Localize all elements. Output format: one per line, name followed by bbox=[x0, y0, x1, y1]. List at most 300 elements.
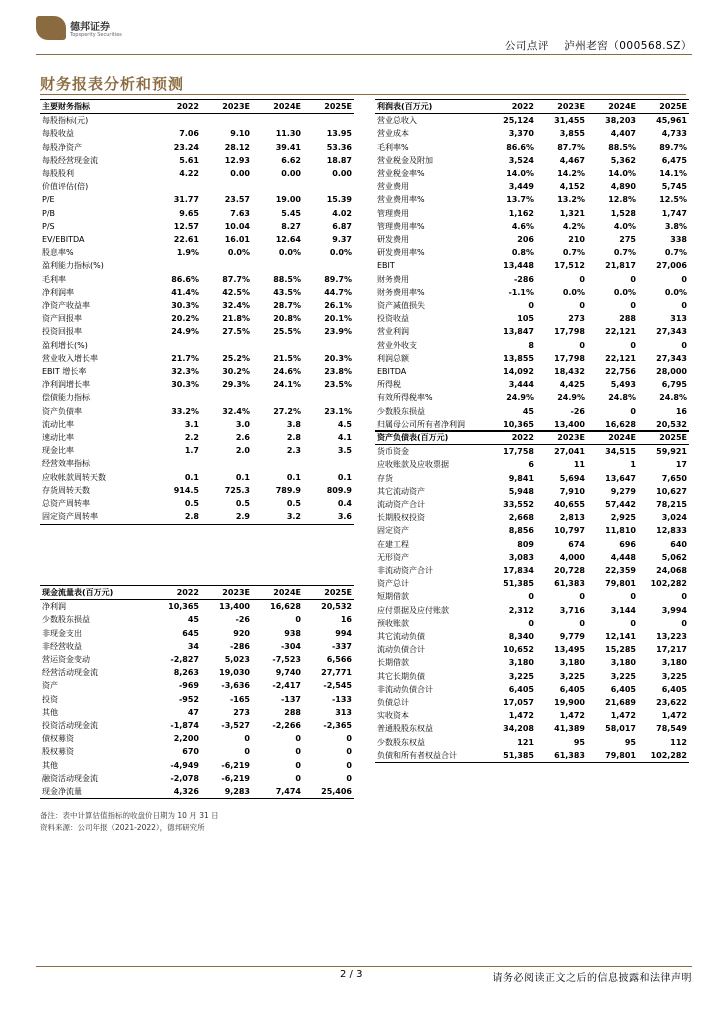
cell-value: 14,092 bbox=[503, 367, 534, 377]
table-row bbox=[40, 719, 354, 732]
cell-value: 16 bbox=[340, 615, 352, 625]
row-label: 应收帐款周转天数 bbox=[42, 472, 106, 482]
cell-value: -2,827 bbox=[170, 655, 199, 665]
row-label: 固定资产 bbox=[377, 526, 409, 536]
page-header bbox=[36, 14, 692, 54]
cell-value: 51,385 bbox=[503, 579, 534, 589]
row-label: 资产减值损失 bbox=[377, 301, 425, 311]
cell-value: 4,448 bbox=[610, 552, 636, 562]
column-header: 2022 bbox=[485, 100, 536, 114]
cell-value: 20,728 bbox=[554, 566, 585, 576]
cell-value: 0 bbox=[579, 340, 585, 350]
cell-value: 0.5 bbox=[235, 499, 250, 509]
cell-value: 13,847 bbox=[503, 327, 534, 337]
table-row bbox=[375, 445, 689, 459]
table-row bbox=[375, 233, 689, 246]
cell-value: 17 bbox=[675, 460, 687, 470]
cell-value: 0 bbox=[295, 747, 301, 757]
cell-value: 0.5 bbox=[184, 499, 199, 509]
cell-value: 24.9% bbox=[506, 393, 534, 403]
cell-value: 13.2% bbox=[557, 195, 585, 205]
cell-value: 16.01 bbox=[224, 235, 250, 245]
note-valuation-date: 备注：表中计算估值指标的收盘价日期为 10 月 31 日 bbox=[40, 811, 219, 820]
row-label: 少数股东损益 bbox=[42, 615, 90, 625]
cell-value: -4,949 bbox=[170, 760, 199, 770]
cell-value: 674 bbox=[568, 539, 585, 549]
cell-value: 33.2% bbox=[171, 406, 199, 416]
cell-value: 23.57 bbox=[224, 195, 250, 205]
cell-value: 17,798 bbox=[554, 353, 585, 363]
column-header: 2025E bbox=[638, 431, 689, 445]
cell-value: 23.9% bbox=[324, 327, 352, 337]
table-row bbox=[40, 679, 354, 692]
cell-value: 20,532 bbox=[638, 418, 689, 432]
cell-value: 13.95 bbox=[326, 129, 352, 139]
table-row bbox=[40, 325, 354, 338]
cell-value: 31.77 bbox=[173, 195, 199, 205]
row-label: 少数股东损益 bbox=[377, 406, 425, 416]
table-row bbox=[375, 273, 689, 286]
table-row bbox=[40, 418, 354, 431]
cell-value: 0.8% bbox=[511, 248, 534, 258]
cell-value: 3.5 bbox=[337, 446, 352, 456]
cell-value bbox=[150, 259, 201, 272]
cell-value: 6,405 bbox=[559, 684, 585, 694]
table-row bbox=[40, 141, 354, 154]
cell-value: 3,083 bbox=[508, 552, 534, 562]
table-row bbox=[375, 670, 689, 683]
cell-value: 29.3% bbox=[222, 380, 250, 390]
cell-value: -304 bbox=[280, 641, 301, 651]
row-label: 资产 bbox=[42, 681, 58, 691]
row-label: 债权募资 bbox=[42, 734, 74, 744]
cell-value: 6,405 bbox=[610, 684, 636, 694]
cell-value: -6,219 bbox=[221, 773, 250, 783]
table-row bbox=[40, 246, 354, 259]
table-title: 现金流量表(百万元) bbox=[40, 586, 150, 600]
footer-divider bbox=[36, 966, 692, 967]
cell-value: 0 bbox=[295, 760, 301, 770]
cell-value: 27,041 bbox=[554, 447, 585, 457]
cell-value: 79,801 bbox=[605, 579, 636, 589]
cell-value: 14.0% bbox=[608, 169, 636, 179]
cell-value: -2,545 bbox=[323, 681, 352, 691]
table-row bbox=[40, 127, 354, 140]
cell-value: 78,549 bbox=[656, 724, 687, 734]
table-row bbox=[40, 259, 354, 272]
row-label: 总资产周转率 bbox=[42, 499, 90, 509]
cell-value: 0 bbox=[630, 618, 636, 628]
cell-value: 1,321 bbox=[559, 208, 585, 218]
cell-value bbox=[303, 180, 354, 193]
cell-value: 0 bbox=[346, 734, 352, 744]
cell-value bbox=[303, 259, 354, 272]
cell-value: 3,225 bbox=[508, 671, 534, 681]
table-row bbox=[40, 457, 354, 470]
table-row bbox=[375, 259, 689, 272]
cell-value: 17,758 bbox=[503, 447, 534, 457]
cell-value: 0 bbox=[681, 592, 687, 602]
cell-value: 2.6 bbox=[235, 433, 250, 443]
cell-value: 0 bbox=[244, 747, 250, 757]
row-label: 长期股权投资 bbox=[377, 513, 425, 523]
cell-value: 6,795 bbox=[661, 380, 687, 390]
row-label: 研发费用率% bbox=[377, 248, 425, 258]
cell-value: 47 bbox=[187, 707, 199, 717]
table-row bbox=[375, 391, 689, 404]
cell-value: 0 bbox=[295, 734, 301, 744]
cell-value: 3,449 bbox=[508, 182, 534, 192]
table-row bbox=[375, 339, 689, 352]
cell-value: 4,733 bbox=[661, 129, 687, 139]
cell-value: 89.7% bbox=[659, 142, 687, 152]
cell-value: 0 bbox=[579, 301, 585, 311]
cell-value: 11 bbox=[573, 460, 585, 470]
table-row bbox=[375, 696, 689, 709]
row-label: 净利润率 bbox=[42, 287, 74, 297]
row-label: EBIT 增长率 bbox=[42, 367, 87, 377]
cell-value: 0 bbox=[579, 618, 585, 628]
table-row bbox=[40, 706, 354, 719]
cell-value bbox=[150, 391, 201, 404]
cell-value: 27,771 bbox=[321, 668, 352, 678]
table-row bbox=[375, 511, 689, 524]
cell-value: 288 bbox=[619, 314, 636, 324]
cell-value: 0 bbox=[579, 592, 585, 602]
cell-value: 210 bbox=[568, 235, 585, 245]
row-label: 股权募资 bbox=[42, 747, 74, 757]
cell-value: 4.0% bbox=[613, 221, 636, 231]
row-label: 营业税金及附加 bbox=[377, 155, 433, 165]
cell-value: 3.0 bbox=[235, 419, 250, 429]
cell-value: 2.0 bbox=[235, 446, 250, 456]
cell-value: 2.8 bbox=[150, 510, 201, 524]
main-indicators-table bbox=[40, 99, 354, 525]
balance-sheet-table bbox=[375, 430, 689, 763]
cell-value: 53.36 bbox=[326, 142, 352, 152]
row-label: 预收账款 bbox=[377, 618, 409, 628]
cell-value: 0 bbox=[346, 773, 352, 783]
cell-value: 0 bbox=[528, 618, 534, 628]
table-row bbox=[375, 722, 689, 735]
table-row bbox=[375, 352, 689, 365]
cell-value: 26.1% bbox=[324, 301, 352, 311]
cell-value: 12.64 bbox=[275, 235, 301, 245]
row-label: 利润总额 bbox=[377, 353, 409, 363]
cell-value: 2.2 bbox=[184, 433, 199, 443]
cell-value: 41.4% bbox=[171, 287, 199, 297]
table-row bbox=[375, 325, 689, 338]
cell-value: 920 bbox=[233, 628, 250, 638]
header-divider bbox=[36, 54, 692, 55]
table-row bbox=[40, 759, 354, 772]
cell-value: 4,890 bbox=[610, 182, 636, 192]
cell-value: 12.57 bbox=[173, 221, 199, 231]
cell-value: -137 bbox=[280, 694, 301, 704]
cell-value: 725.3 bbox=[224, 485, 250, 495]
cell-value: 86.6% bbox=[506, 142, 534, 152]
cell-value: 95 bbox=[624, 737, 636, 747]
cell-value: 313 bbox=[335, 707, 352, 717]
cell-value: 275 bbox=[619, 235, 636, 245]
cell-value: 17,217 bbox=[656, 645, 687, 655]
cell-value: 4.5 bbox=[337, 419, 352, 429]
cell-value: 8,340 bbox=[508, 632, 534, 642]
table-row bbox=[40, 365, 354, 378]
logo-cn: 德邦证券 bbox=[70, 22, 110, 33]
row-label: 短期借款 bbox=[377, 592, 409, 602]
cell-value: 1,747 bbox=[661, 208, 687, 218]
cell-value: 87.7% bbox=[222, 274, 250, 284]
cell-value: 3,716 bbox=[559, 605, 585, 615]
cell-value: 0 bbox=[630, 274, 636, 284]
table-row bbox=[375, 286, 689, 299]
cell-value bbox=[252, 259, 303, 272]
row-label: 无形资产 bbox=[377, 552, 409, 562]
column-header: 2025E bbox=[638, 100, 689, 114]
row-label: 负债总计 bbox=[377, 698, 409, 708]
cell-value: 1.9% bbox=[176, 248, 199, 258]
row-label: 非经营收益 bbox=[42, 641, 82, 651]
row-label: 在建工程 bbox=[377, 539, 409, 549]
row-label: 非现金支出 bbox=[42, 628, 82, 638]
table-row bbox=[375, 630, 689, 643]
cell-value bbox=[201, 259, 252, 272]
cell-value: 24.9% bbox=[171, 327, 199, 337]
row-label: 应收账款及应收票据 bbox=[377, 460, 449, 470]
table-row bbox=[375, 617, 689, 630]
cell-value: 41,389 bbox=[554, 724, 585, 734]
row-label: P/S bbox=[42, 221, 55, 231]
cell-value: 0 bbox=[681, 340, 687, 350]
note-source: 资料来源：公司年报（2021-2022），德邦研究所 bbox=[40, 823, 205, 832]
cell-value: 112 bbox=[670, 737, 687, 747]
table-header-row bbox=[375, 431, 689, 445]
cell-value: 0.00 bbox=[281, 169, 301, 179]
cell-value: 3.1 bbox=[184, 419, 199, 429]
cell-value: 4.22 bbox=[179, 169, 199, 179]
doc-type: 公司点评 bbox=[504, 40, 549, 52]
row-label: 长期借款 bbox=[377, 658, 409, 668]
cell-value: 2.3 bbox=[286, 446, 301, 456]
cell-value: 9.10 bbox=[230, 129, 250, 139]
cell-value: -2,266 bbox=[272, 721, 301, 731]
row-label: P/B bbox=[42, 208, 56, 218]
cell-value: 3,024 bbox=[661, 513, 687, 523]
cell-value bbox=[252, 339, 303, 352]
row-label: 所得税 bbox=[377, 380, 401, 390]
cell-value: 13,495 bbox=[554, 645, 585, 655]
cell-value: 31,455 bbox=[554, 116, 585, 126]
cell-value: 5,948 bbox=[508, 486, 534, 496]
table-row bbox=[375, 167, 689, 180]
cell-value: 7,474 bbox=[252, 785, 303, 799]
cell-value: 20.2% bbox=[171, 314, 199, 324]
cell-value: -26 bbox=[570, 406, 585, 416]
cell-value: 2,312 bbox=[508, 605, 534, 615]
cell-value: 338 bbox=[670, 235, 687, 245]
cell-value: 14.1% bbox=[659, 169, 687, 179]
cell-value: 6.87 bbox=[332, 221, 352, 231]
cell-value: 0 bbox=[346, 760, 352, 770]
cell-value: 22,121 bbox=[605, 353, 636, 363]
cell-value: 4.2% bbox=[562, 221, 585, 231]
cell-value: 0.0% bbox=[278, 248, 301, 258]
cell-value: 21.7% bbox=[171, 353, 199, 363]
table-row bbox=[375, 220, 689, 233]
row-label: 其它流动负债 bbox=[377, 632, 425, 642]
cell-value: 21.8% bbox=[222, 314, 250, 324]
cell-value: 87.7% bbox=[557, 142, 585, 152]
row-label: 其它长期负债 bbox=[377, 671, 425, 681]
table-row bbox=[40, 772, 354, 785]
row-label: 其它流动资产 bbox=[377, 486, 425, 496]
cell-value: 4.1 bbox=[337, 433, 352, 443]
cell-value: 5,023 bbox=[224, 655, 250, 665]
column-header: 2024E bbox=[587, 431, 638, 445]
cell-value: 1.7 bbox=[184, 446, 199, 456]
cell-value: 34,515 bbox=[605, 447, 636, 457]
cell-value: 15,285 bbox=[605, 645, 636, 655]
cell-value bbox=[150, 114, 201, 128]
cell-value: 28,000 bbox=[656, 367, 687, 377]
cell-value: 9,740 bbox=[275, 668, 301, 678]
table-row bbox=[40, 220, 354, 233]
row-label: 财务费用 bbox=[377, 274, 409, 284]
cell-value: 23.5% bbox=[324, 380, 352, 390]
column-header: 2022 bbox=[485, 431, 536, 445]
table-header-row bbox=[375, 100, 689, 114]
logo-icon bbox=[36, 16, 66, 40]
cell-value: 0.1 bbox=[286, 472, 301, 482]
row-label: 净资产收益率 bbox=[42, 301, 90, 311]
table-row bbox=[375, 299, 689, 312]
cell-value: 288 bbox=[284, 707, 301, 717]
cell-value: 0 bbox=[630, 340, 636, 350]
row-label: 普通股股东权益 bbox=[377, 724, 433, 734]
cell-value: 24.6% bbox=[273, 367, 301, 377]
table-row bbox=[40, 312, 354, 325]
cell-value: 0.7% bbox=[613, 248, 636, 258]
cell-value: 5.61 bbox=[179, 155, 199, 165]
cell-value: 6,405 bbox=[661, 684, 687, 694]
page-title: 财务报表分析和预测 bbox=[40, 75, 185, 93]
row-label: 营业收入增长率 bbox=[42, 353, 98, 363]
row-label: EBIT bbox=[377, 261, 395, 271]
cell-value: 4.02 bbox=[332, 208, 352, 218]
row-label: 速动比率 bbox=[42, 433, 74, 443]
cell-value: 3,370 bbox=[508, 129, 534, 139]
row-label: 少数股东权益 bbox=[377, 737, 425, 747]
row-label: 投资收益 bbox=[377, 314, 409, 324]
cell-value bbox=[252, 457, 303, 470]
cell-value: 6.62 bbox=[281, 155, 301, 165]
cell-value: 914.5 bbox=[173, 485, 199, 495]
cell-value: 25.2% bbox=[222, 353, 250, 363]
cell-value: 5,493 bbox=[610, 380, 636, 390]
cell-value: 7.63 bbox=[230, 208, 250, 218]
cell-value: 3,225 bbox=[661, 671, 687, 681]
cell-value: 9,283 bbox=[201, 785, 252, 799]
row-label: 每股收益 bbox=[42, 129, 74, 139]
cell-value: 0.7% bbox=[562, 248, 585, 258]
cell-value: 1,472 bbox=[508, 711, 534, 721]
cell-value: 32.4% bbox=[222, 406, 250, 416]
cell-value: 20.3% bbox=[324, 353, 352, 363]
cell-value: 1,472 bbox=[610, 711, 636, 721]
cell-value: 95 bbox=[573, 737, 585, 747]
cell-value: -337 bbox=[331, 641, 352, 651]
cell-value: 3.8 bbox=[286, 419, 301, 429]
row-label: 营业费用率% bbox=[377, 195, 425, 205]
cell-value: 45 bbox=[187, 615, 199, 625]
cell-value: 23.1% bbox=[324, 406, 352, 416]
cell-value: 43.5% bbox=[273, 287, 301, 297]
cell-value: 4,425 bbox=[559, 380, 585, 390]
row-label: 营业利润 bbox=[377, 327, 409, 337]
cell-value: 16,628 bbox=[270, 602, 301, 612]
table-row bbox=[40, 207, 354, 220]
cell-value: 11.30 bbox=[275, 129, 301, 139]
cell-value: 809.9 bbox=[326, 485, 352, 495]
cell-value: -165 bbox=[229, 694, 250, 704]
row-label: EBITDA bbox=[377, 367, 407, 377]
cell-value: -133 bbox=[331, 694, 352, 704]
cell-value: 0.1 bbox=[235, 472, 250, 482]
row-label: 负债和所有者权益合计 bbox=[375, 749, 485, 763]
cell-value bbox=[150, 180, 201, 193]
cell-value: 21,689 bbox=[605, 698, 636, 708]
row-label: 现金比率 bbox=[42, 446, 74, 456]
cell-value: 0.0% bbox=[329, 248, 352, 258]
row-label: 投资 bbox=[42, 694, 58, 704]
table-row bbox=[40, 653, 354, 666]
cell-value: 6,405 bbox=[508, 684, 534, 694]
row-label: 固定资产周转率 bbox=[40, 510, 150, 524]
row-label: 营业费用 bbox=[377, 182, 409, 192]
cell-value: 0 bbox=[295, 615, 301, 625]
cell-value: 13,448 bbox=[503, 261, 534, 271]
cell-value bbox=[150, 457, 201, 470]
cell-value: 4.6% bbox=[511, 221, 534, 231]
cell-value: 102,282 bbox=[638, 749, 689, 763]
cell-value: 8,263 bbox=[173, 668, 199, 678]
cell-value: 28.12 bbox=[224, 142, 250, 152]
cell-value: 7,910 bbox=[559, 486, 585, 496]
cell-value: 1 bbox=[630, 460, 636, 470]
table-row bbox=[40, 286, 354, 299]
table-row bbox=[375, 114, 689, 128]
cash-flow-table bbox=[40, 585, 354, 799]
cell-value: 19,900 bbox=[554, 698, 585, 708]
cell-value bbox=[303, 114, 354, 128]
header-info bbox=[505, 38, 692, 53]
table-header-row bbox=[40, 100, 354, 114]
cell-value: 21.5% bbox=[273, 353, 301, 363]
table-row bbox=[40, 273, 354, 286]
cell-value: 22,756 bbox=[605, 367, 636, 377]
cell-value: 2,668 bbox=[508, 513, 534, 523]
cell-value: 45,961 bbox=[656, 116, 687, 126]
cell-value: 9,779 bbox=[559, 632, 585, 642]
row-label: 投资回报率 bbox=[42, 327, 82, 337]
cell-value: 809 bbox=[517, 539, 534, 549]
cell-value: 938 bbox=[284, 628, 301, 638]
cell-value: 12,141 bbox=[605, 632, 636, 642]
table-row bbox=[375, 141, 689, 154]
row-label: 管理费用率% bbox=[377, 221, 425, 231]
cell-value: 79,801 bbox=[587, 749, 638, 763]
